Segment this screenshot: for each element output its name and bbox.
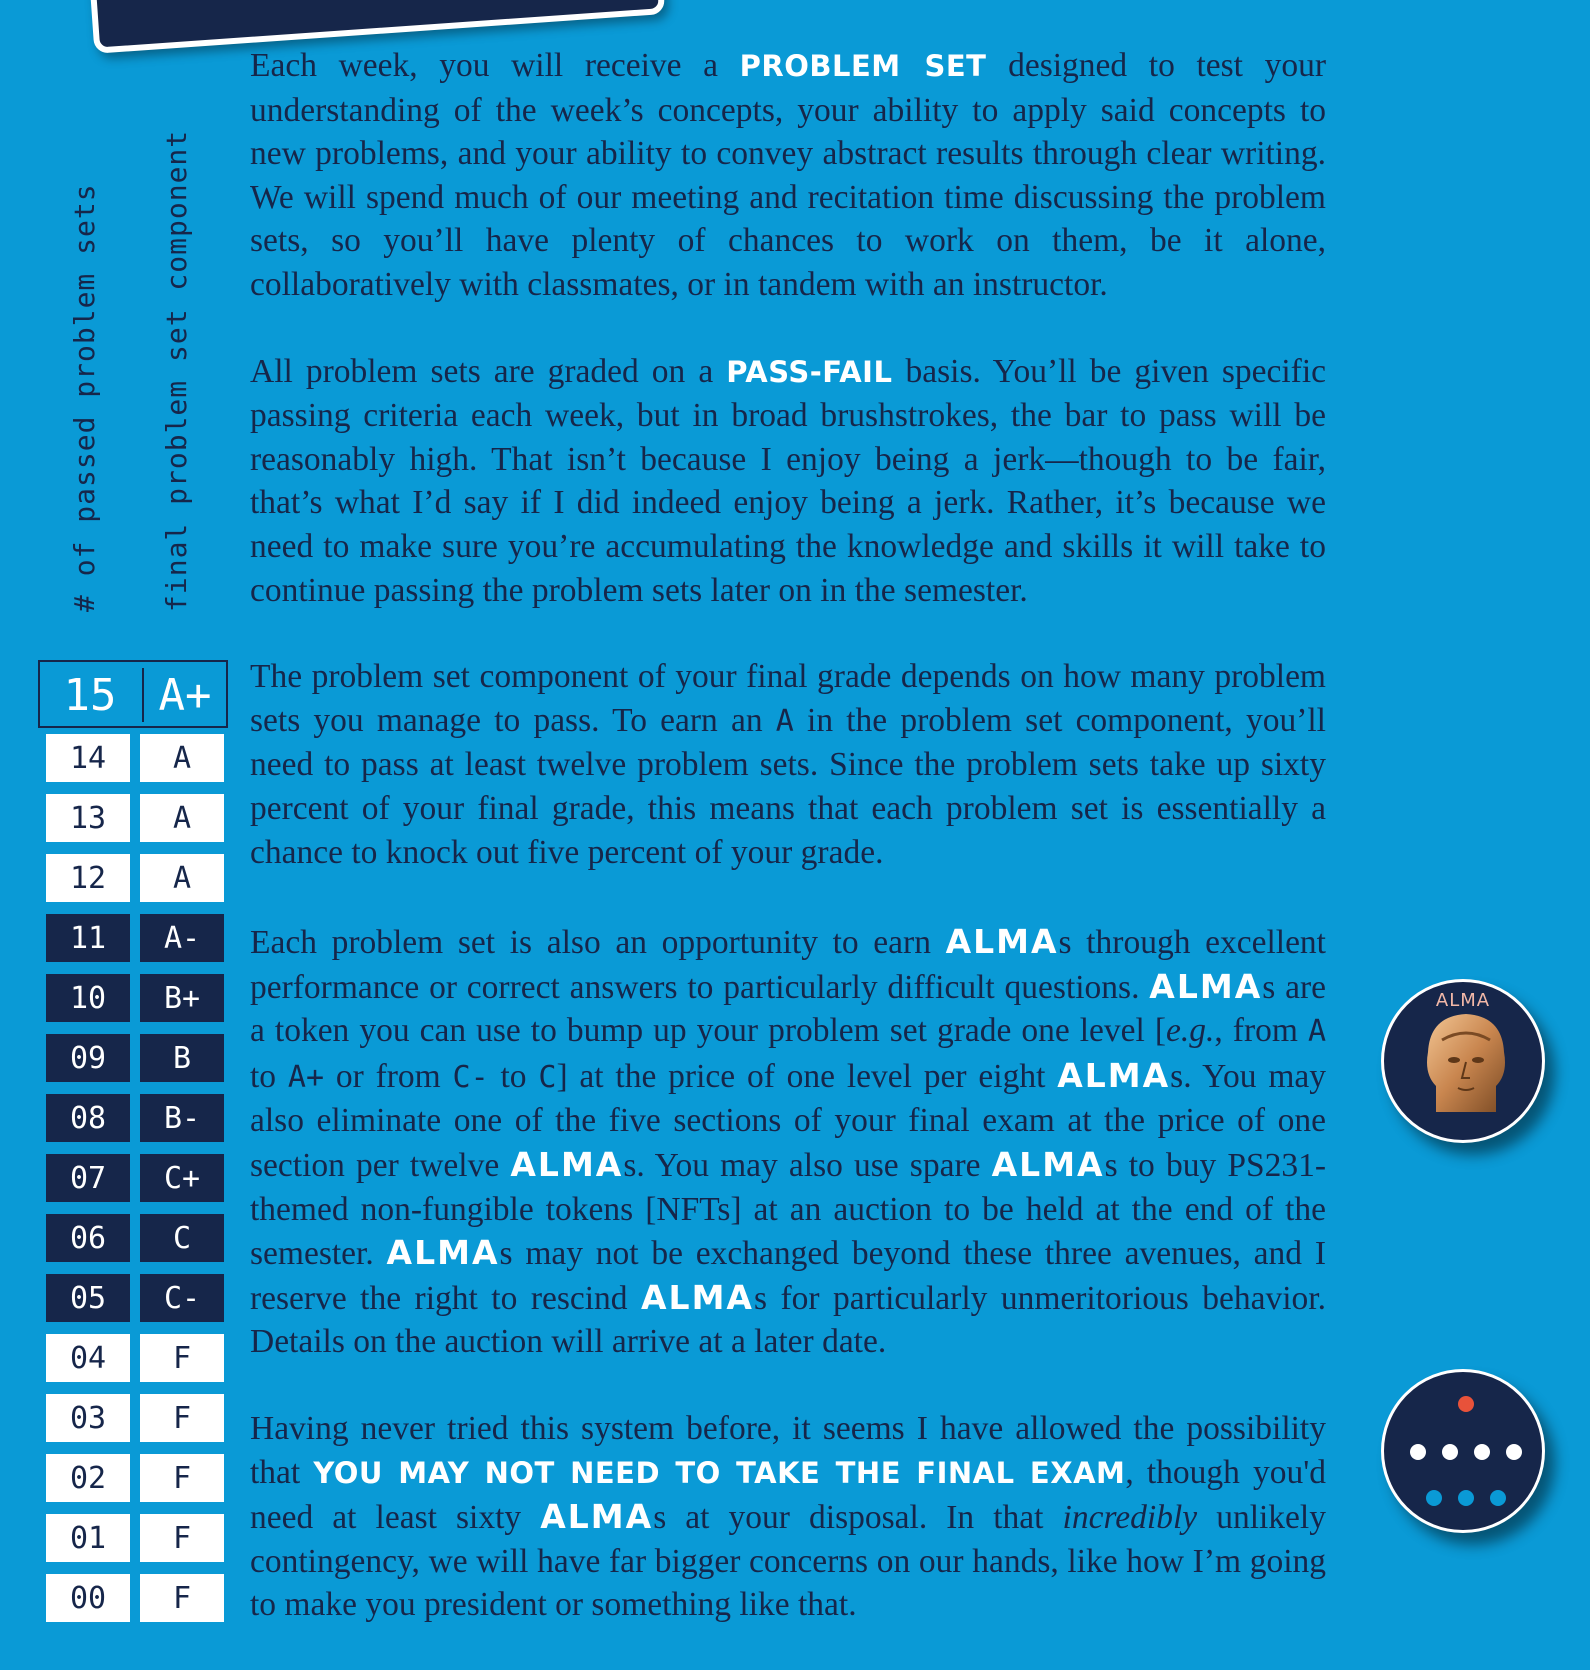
grade-cell: A-	[140, 914, 224, 962]
paragraph-final-exam: Having never tried this system before, it seems I have allowed the possibility that YOU MAY NOT NEED TO TAKE THE FINAL EXAM, though you'd need at least sixty ALMAs at your disposal. In that incredibly unlikely contingency, we will have far bigger concerns on our hands, like how I’m going to make you president or something like that.	[250, 1410, 1326, 1624]
passed-count-cell: 15	[63, 669, 117, 721]
passed-count-cell: 05	[46, 1274, 130, 1322]
passed-count-cell: 00	[46, 1574, 130, 1622]
passed-count-cell: 03	[46, 1394, 130, 1442]
passed-count-cell: 11	[46, 914, 130, 962]
grade-cell: C+	[140, 1154, 224, 1202]
white-dot-icon	[1506, 1444, 1522, 1460]
main-text	[250, 44, 1326, 1670]
grade-cell: F	[140, 1514, 224, 1562]
grade-table-row	[38, 1568, 228, 1628]
red-dot-icon	[1458, 1396, 1474, 1412]
alma-badge-label: ALMA	[1435, 990, 1491, 1011]
highlight-problem-set: PROBLEM SET	[739, 49, 987, 83]
passed-count-cell: 12	[46, 854, 130, 902]
grade-table	[38, 660, 228, 1628]
alma-badge	[1381, 979, 1545, 1143]
white-dot-icon	[1410, 1444, 1426, 1460]
grade-cell: A+	[142, 668, 226, 722]
paragraph-grade-component: The problem set component of your final grade depends on how many problem sets you manage to pass. To earn an A in the problem set component, you’ll need to pass at least twelve problem sets. Since the problem sets take up sixty percent of your final grade, this means that each problem set is essentially a chance to knock out five percent of your grade.	[250, 658, 1326, 871]
passed-count-cell: 07	[46, 1154, 130, 1202]
grade-cell: B	[140, 1034, 224, 1082]
passed-count-cell: 02	[46, 1454, 130, 1502]
grade-cell: C-	[140, 1274, 224, 1322]
grade-table-row	[38, 660, 228, 728]
grade-cell: F	[140, 1454, 224, 1502]
grade-table-row	[38, 1088, 228, 1148]
grade-table-row	[38, 1148, 228, 1208]
white-dot-icon	[1442, 1444, 1458, 1460]
grade-table-row	[38, 908, 228, 968]
passed-count-cell: 09	[46, 1034, 130, 1082]
grade-cell: F	[140, 1574, 224, 1622]
grade-table-row	[38, 1328, 228, 1388]
passed-count-cell: 10	[46, 974, 130, 1022]
passed-count-cell: 13	[46, 794, 130, 842]
paragraph-pass-fail: All problem sets are graded on a PASS-FAIL basis. You’ll be given specific passing criteria each week, but in broad brushstrokes, the bar to pass will be reasonably high. That isn’t because I enjoy being a jerk—though to be fair, that’s what I’d say if I did indeed enjoy being a jerk. Rather, it’s because we need to make sure you’re accumulating the knowledge and skills it will take to continue passing the problem sets later on in the semester.	[250, 352, 1326, 609]
grade-table-row	[38, 968, 228, 1028]
highlight-pass-fail: PASS-FAIL	[726, 354, 893, 389]
dots-badge	[1381, 1369, 1545, 1533]
passed-count-cell: 06	[46, 1214, 130, 1262]
grade-cell: B-	[140, 1094, 224, 1142]
grade-cell: F	[140, 1394, 224, 1442]
grade-table-row	[38, 728, 228, 788]
grade-table-row	[38, 1388, 228, 1448]
paragraph-alma: Each problem set is also an opportunity to earn ALMAs through excellent performance or correct answers to particularly difficult questions. ALMAs are a token you can use to bump up your problem set grade one level [e.g., from A to A+ or from C- to C] at the price of one level per eight ALMAs. You may also eliminate one of the five sections of your final exam at the price of one section per twelve ALMAs. You may also use spare ALMAs to buy PS231-themed non-fungible tokens [NFTs] at an auction to be held at the end of the semester. ALMAs may not be exchanged beyond these three avenues, and I reserve the right to rescind ALMAs for particularly unmeritorious behavior. Details on the auction will arrive at a later date.	[250, 922, 1327, 1361]
grade-cell: C	[140, 1214, 224, 1262]
passed-count-cell: 14	[46, 734, 130, 782]
grade-cell: A	[140, 734, 224, 782]
grade-cell: A	[140, 854, 224, 902]
grade-table-row	[38, 1448, 228, 1508]
blue-dot-icon	[1426, 1490, 1442, 1506]
blue-dot-icon	[1490, 1490, 1506, 1506]
column-header-passed-sets: # of passed problem sets	[68, 183, 101, 612]
grade-table-row	[38, 1508, 228, 1568]
grade-table-row	[38, 1268, 228, 1328]
statue-bust-icon	[1384, 982, 1545, 1143]
highlight-final-exam: YOU MAY NOT NEED TO TAKE THE FINAL EXAM	[313, 1455, 1126, 1490]
grade-cell: A	[140, 794, 224, 842]
grade-table-row	[38, 848, 228, 908]
passed-count-cell: 08	[46, 1094, 130, 1142]
grade-cell: F	[140, 1334, 224, 1382]
passed-count-cell: 04	[46, 1334, 130, 1382]
grade-cell: B+	[140, 974, 224, 1022]
blue-dot-icon	[1458, 1490, 1474, 1506]
paragraph-problem-sets: Each week, you will receive a PROBLEM SET designed to test your understanding of the week’s concepts, your ability to apply said concepts to new problems, and your ability to convey abstract results through clear writing. We will spend much of our meeting and recitation time discussing the problem sets, so you’ll have plenty of chances to work on them, be it alone, collaboratively with classmates, or in tandem with an instructor.	[250, 47, 1326, 303]
passed-count-cell: 01	[46, 1514, 130, 1562]
grade-table-row	[38, 788, 228, 848]
grade-table-row	[38, 1028, 228, 1088]
grade-table-row	[38, 1208, 228, 1268]
column-header-component-grade: final problem set component	[160, 129, 193, 612]
white-dot-icon	[1474, 1444, 1490, 1460]
